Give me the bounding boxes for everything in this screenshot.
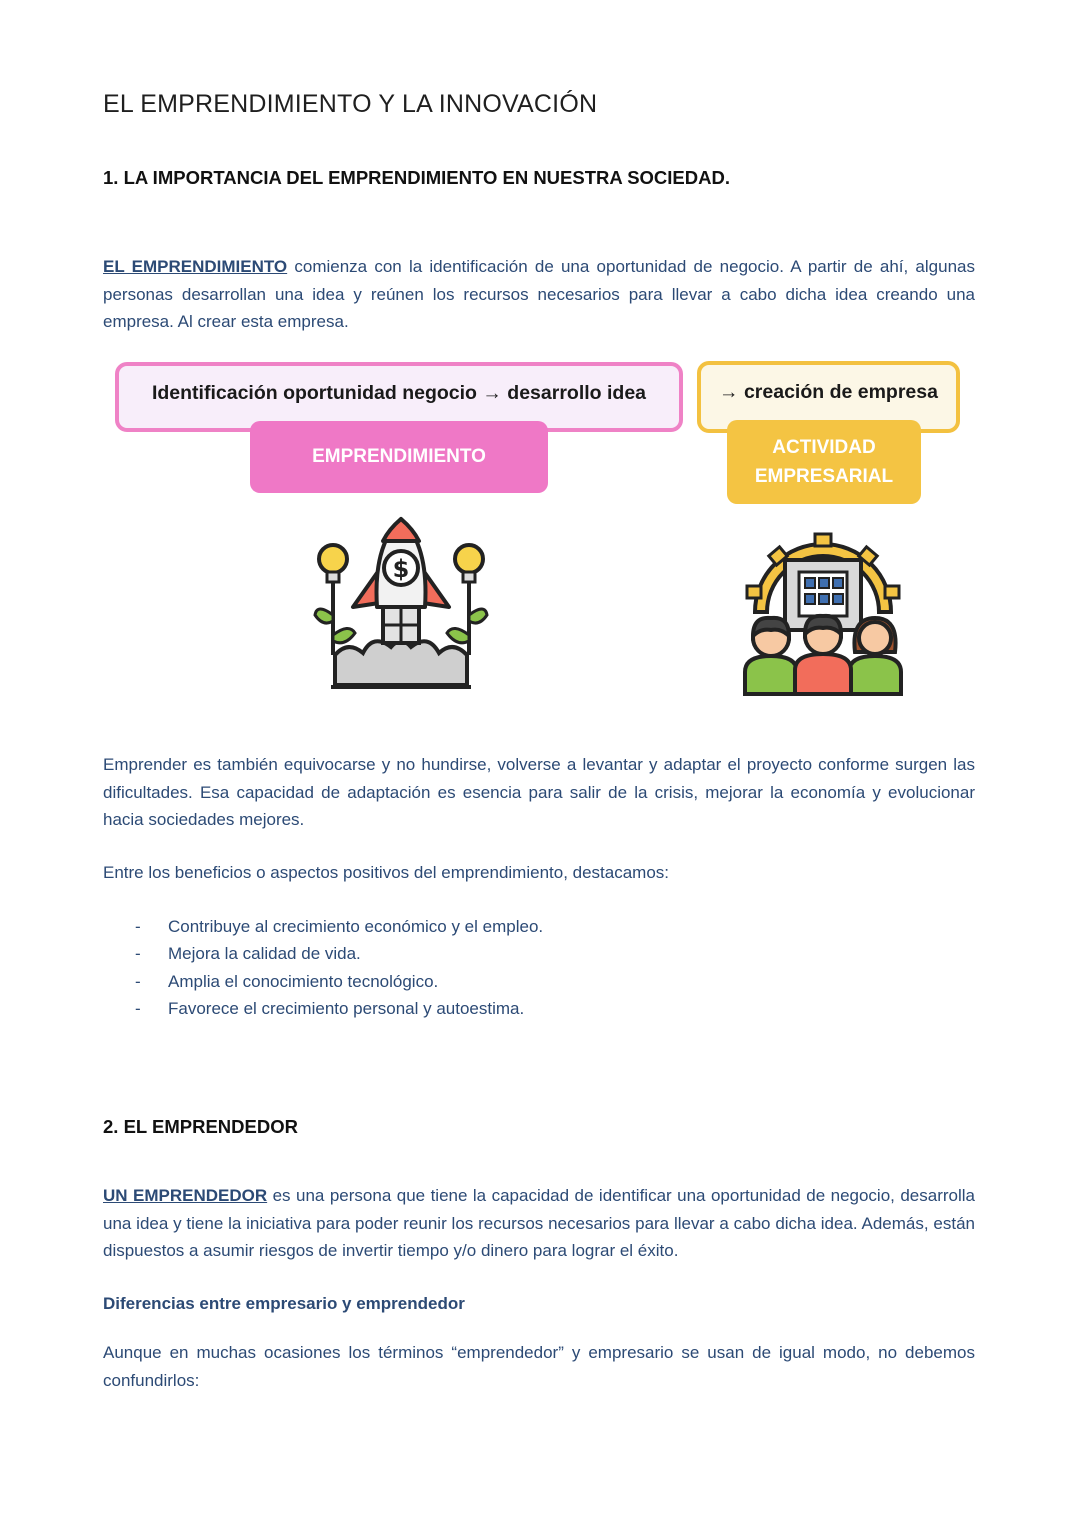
- section-2-paragraph-2: Aunque en muchas ocasiones los términos “emprendedor” y empresario se usan de igual modo, no debemos confundirlos:: [103, 1343, 975, 1390]
- list-item: [103, 940, 803, 967]
- bullet-text: Amplia el conocimiento tecnológico.: [168, 971, 439, 991]
- section-1-paragraph-1-text: comienza con la identificación de una oportunidad de negocio. A partir de ahí, algunas personas desarrollan una idea y reúnen los recursos necesarios para llevar a cabo dicha idea creando una empresa. Al crear esta empresa.: [103, 257, 975, 331]
- dollar-sign: $: [392, 555, 410, 583]
- list-item: [103, 968, 803, 995]
- rocket-startup-svg: [313, 515, 489, 693]
- section-2-paragraph-1: [103, 1182, 975, 1265]
- opportunity-to-idea-box: Identificación oportunidad negocio → desarrollo idea: [115, 362, 683, 432]
- section-2-heading: 2. EL EMPRENDEDOR: [103, 1116, 298, 1137]
- bullet-text: Mejora la calidad de vida.: [168, 944, 361, 964]
- bullet-dash: -: [135, 944, 141, 964]
- actividad-empresarial-line-1: ACTIVIDAD: [772, 437, 876, 458]
- bullet-text: Favorece el crecimiento personal y autoestima.: [168, 998, 525, 1018]
- emprendedor-keyword: UN EMPRENDEDOR: [103, 1186, 268, 1205]
- section-1-paragraph-3: Entre los beneficios o aspectos positivos del emprendimiento, destacamos:: [103, 863, 670, 882]
- rocket-startup-icon: [313, 515, 489, 693]
- section-1-paragraph-1: [103, 253, 975, 336]
- bullet-dash: -: [135, 971, 141, 991]
- emprendimiento-label: EMPRENDIMIENTO: [250, 421, 548, 493]
- company-creation-box: → creación de empresa: [697, 361, 960, 433]
- actividad-empresarial-label: [727, 420, 921, 504]
- list-item: [103, 995, 803, 1022]
- section-1-paragraph-2: Emprender es también equivocarse y no hundirse, volverse a levantar y adaptar el proyecto conforme surgen las dificultades. Esa capacidad de adaptación es esencia para salir de la crisis, mejorar la economía y evolucionar hacia sociedades mejores.: [103, 755, 975, 829]
- section-1-heading: 1. LA IMPORTANCIA DEL EMPRENDIMIENTO EN NUESTRA SOCIEDAD.: [103, 167, 730, 188]
- bullet-text: Contribuye al crecimiento económico y el empleo.: [168, 917, 544, 936]
- business-team-icon: [741, 532, 905, 698]
- business-team-svg: [741, 532, 905, 698]
- document-title: EL EMPRENDIMIENTO Y LA INNOVACIÓN: [103, 90, 598, 118]
- bullet-dash: -: [135, 998, 141, 1018]
- differences-subheading: Diferencias entre empresario y emprendedor: [103, 1294, 465, 1313]
- bullet-dash: -: [135, 917, 141, 936]
- section-2-paragraph-1-text: es una persona que tiene la capacidad de identificar una oportunidad de negocio, desarrolla una idea y tiene la iniciativa para poder reunir los recursos necesarios para llevar a cabo dicha idea. Además, están dispuestos a asumir riesgos de invertir tiempo y/o dinero para lograr el éxito.: [103, 1186, 975, 1260]
- emprendimiento-keyword: EL EMPRENDIMIENTO: [103, 257, 288, 276]
- benefits-list: [103, 913, 803, 1022]
- actividad-empresarial-line-2: EMPRESARIAL: [754, 466, 894, 487]
- list-item: [103, 913, 803, 940]
